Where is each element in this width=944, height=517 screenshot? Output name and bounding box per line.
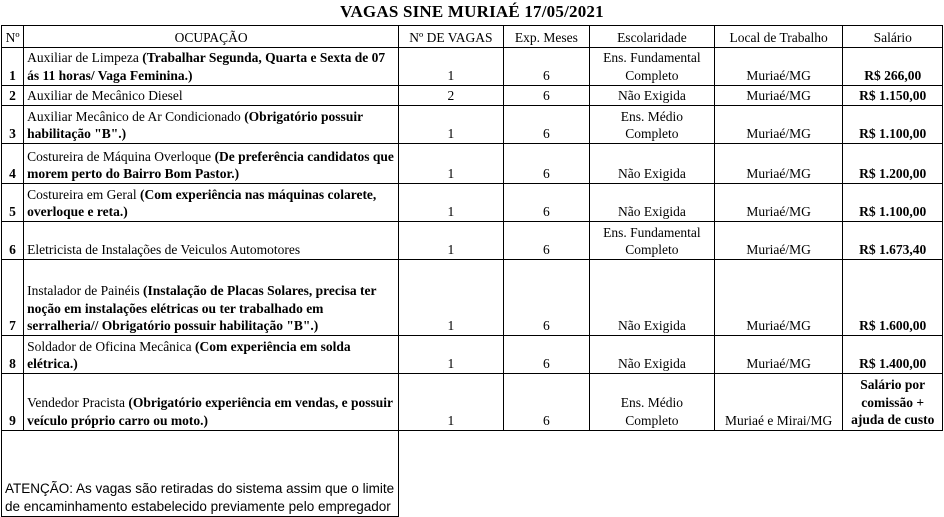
row-ocupacao: [24, 48, 399, 86]
row-vagas: 1: [399, 336, 504, 374]
row-exp: 6: [503, 48, 589, 86]
row-salario: R$ 1.673,40: [843, 222, 943, 260]
row-number: 1: [2, 48, 24, 86]
row-exp: 6: [503, 260, 589, 336]
row-exp: 6: [503, 144, 589, 184]
table-row: [2, 144, 943, 184]
row-escolaridade: Ens. Fundamental Completo: [590, 222, 715, 260]
row-salario: Salário por comissão + ajuda de custo: [843, 374, 943, 431]
table-row: [2, 374, 943, 431]
row-local: Muriaé/MG: [714, 86, 843, 106]
column-header-local: Local de Trabalho: [714, 26, 843, 48]
table-body: [2, 48, 943, 517]
ocupacao-detail: (De preferência candidatos que morem perto do Bairro Bom Pastor.): [27, 148, 394, 181]
ocupacao-title: Vendedor Pracista: [27, 395, 129, 411]
row-salario: R$ 1.200,00: [843, 144, 943, 184]
ocupacao-detail: (Com experiência em solda elétrica.): [27, 338, 351, 371]
ocupacao-title: Costureira de Máquina Overloque: [27, 148, 215, 164]
table-row: [2, 336, 943, 374]
attention-note: ATENÇÃO: As vagas são retiradas do sistema assim que o limite de encaminhamento estabelecido previamente pelo empregador: [2, 430, 399, 516]
row-exp: 6: [503, 86, 589, 106]
column-header-ocupacao: OCUPAÇÃO: [24, 26, 399, 48]
row-vagas: 1: [399, 184, 504, 222]
ocupacao-title: Auxiliar de Limpeza: [27, 50, 143, 66]
column-header-escolaridade: Escolaridade: [590, 26, 715, 48]
table-row: [2, 106, 943, 144]
note-filler-salario: [843, 430, 943, 516]
row-ocupacao: [24, 260, 399, 336]
table-note-row: [2, 430, 943, 516]
row-exp: 6: [503, 222, 589, 260]
row-ocupacao: [24, 106, 399, 144]
row-salario: R$ 1.150,00: [843, 86, 943, 106]
row-local: Muriaé e Mirai/MG: [714, 374, 843, 431]
column-header-salario: Salário: [843, 26, 943, 48]
row-local: Muriaé/MG: [714, 260, 843, 336]
row-vagas: 1: [399, 106, 504, 144]
row-salario: R$ 1.600,00: [843, 260, 943, 336]
row-local: Muriaé/MG: [714, 184, 843, 222]
row-escolaridade: Ens. Fundamental Completo: [590, 48, 715, 86]
row-escolaridade: Não Exigida: [590, 260, 715, 336]
row-ocupacao: [24, 374, 399, 431]
row-ocupacao: [24, 336, 399, 374]
note-filler-escolaridade: [590, 430, 715, 516]
ocupacao-title: Costureira em Geral: [27, 186, 140, 202]
row-salario: R$ 1.100,00: [843, 106, 943, 144]
row-escolaridade: Ens. Médio Completo: [590, 374, 715, 431]
ocupacao-detail: (Com experiência nas máquinas colarete, overloque e reta.): [27, 186, 377, 219]
row-ocupacao: [24, 222, 399, 260]
row-vagas: 1: [399, 144, 504, 184]
row-number: 2: [2, 86, 24, 106]
row-ocupacao: [24, 184, 399, 222]
vacancies-table: [1, 25, 943, 517]
row-exp: 6: [503, 374, 589, 431]
row-salario: R$ 1.400,00: [843, 336, 943, 374]
row-local: Muriaé/MG: [714, 48, 843, 86]
row-number: 6: [2, 222, 24, 260]
table-row: [2, 260, 943, 336]
column-header-exp: Exp. Meses: [503, 26, 589, 48]
row-escolaridade: Não Exigida: [590, 184, 715, 222]
table-header-row: [2, 26, 943, 48]
row-vagas: 2: [399, 86, 504, 106]
row-escolaridade: Ens. Médio Completo: [590, 106, 715, 144]
row-local: Muriaé/MG: [714, 222, 843, 260]
ocupacao-title: Soldador de Oficina Mecânica: [27, 338, 196, 354]
column-header-num: Nº: [2, 26, 24, 48]
table-row: [2, 48, 943, 86]
row-exp: 6: [503, 106, 589, 144]
ocupacao-title: Auxiliar de Mecânico Diesel: [27, 88, 183, 103]
row-escolaridade: Não Exigida: [590, 86, 715, 106]
note-filler-local: [714, 430, 843, 516]
row-vagas: 1: [399, 222, 504, 260]
row-vagas: 1: [399, 260, 504, 336]
table-row: [2, 222, 943, 260]
row-ocupacao: [24, 86, 399, 106]
ocupacao-detail: (Obrigatório experiência em vendas, e possuir veículo próprio carro ou moto.): [27, 395, 393, 428]
table-row: [2, 184, 943, 222]
row-vagas: 1: [399, 374, 504, 431]
row-exp: 6: [503, 184, 589, 222]
row-ocupacao: [24, 144, 399, 184]
row-salario: R$ 1.100,00: [843, 184, 943, 222]
page-title: VAGAS SINE MURIAÉ 17/05/2021: [340, 2, 604, 21]
ocupacao-detail: (Trabalhar Segunda, Quarta e Sexta de 07 ás 11 horas/ Vaga Feminina.): [27, 50, 386, 83]
ocupacao-title: Auxiliar Mecânico de Ar Condicionado: [27, 108, 245, 124]
row-number: 7: [2, 260, 24, 336]
row-local: Muriaé/MG: [714, 106, 843, 144]
row-local: Muriaé/MG: [714, 336, 843, 374]
row-escolaridade: Não Exigida: [590, 144, 715, 184]
row-salario: R$ 266,00: [843, 48, 943, 86]
row-number: 9: [2, 374, 24, 431]
row-number: 4: [2, 144, 24, 184]
ocupacao-detail: (Obrigatório possuir habilitação "B".): [27, 108, 363, 141]
row-vagas: 1: [399, 48, 504, 86]
table-row: [2, 86, 943, 106]
ocupacao-title: Eletricista de Instalações de Veiculos Automotores: [27, 242, 301, 257]
row-exp: 6: [503, 336, 589, 374]
row-escolaridade: Não Exigida: [590, 336, 715, 374]
ocupacao-title: Instalador de Painéis: [27, 283, 143, 299]
row-number: 5: [2, 184, 24, 222]
column-header-vagas: Nº DE VAGAS: [399, 26, 504, 48]
table-header: [2, 26, 943, 48]
row-number: 3: [2, 106, 24, 144]
note-filler-exp: [503, 430, 589, 516]
row-number: 8: [2, 336, 24, 374]
row-local: Muriaé/MG: [714, 144, 843, 184]
ocupacao-detail: (Instalação de Placas Solares, precisa ter noção em instalações elétricas ou ter trabalhado em serralheria// Obrigatório possuir habilitação "B".): [27, 283, 377, 333]
note-filler-vagas: [399, 430, 504, 516]
